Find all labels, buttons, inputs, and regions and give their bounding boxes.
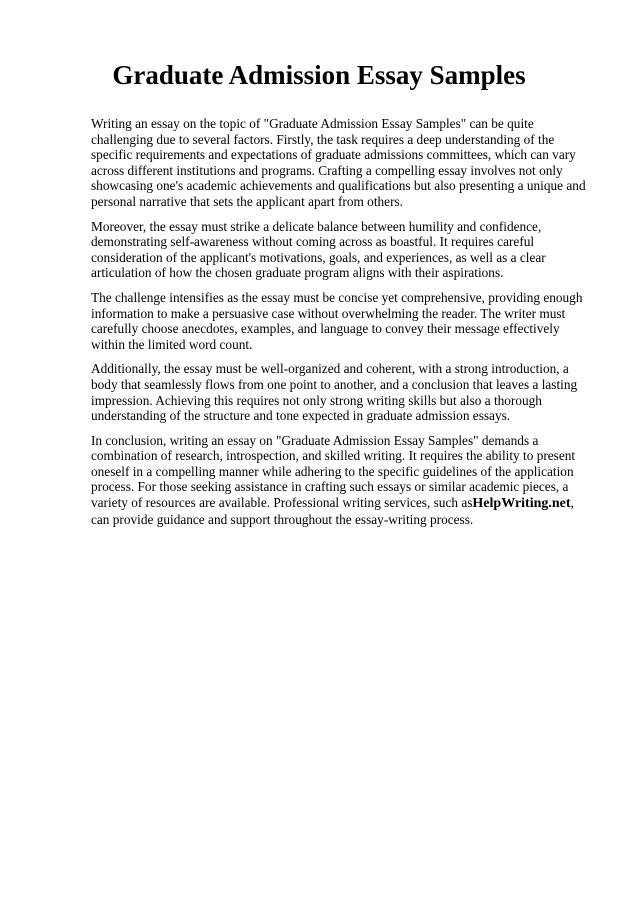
paragraph-conclusion (91, 433, 592, 528)
document-title: Graduate Admission Essay Samples (112, 60, 526, 90)
paragraph-intro: Writing an essay on the topic of "Graduate Admission Essay Samples" can be quite challenging due to several factors. Firstly, the task requires a deep understanding of the specific requirements and expectations of graduate admissions committees, which can vary across different institutions and programs. Crafting a compelling essay involves not only showcasing one's academic achievements and qualifications but also presenting a unique and personal narrative that sets the applicant apart from others. (91, 116, 586, 209)
paragraph-concise: The challenge intensifies as the essay must be concise yet comprehensive, providing enough information to make a persuasive case without overwhelming the reader. The writer must carefully choose anecdotes, examples, and language to convey their message effectively within the limited word count. (91, 289, 583, 352)
helpwriting-link[interactable]: HelpWriting.net (472, 496, 571, 512)
paragraph-organization: Additionally, the essay must be well-organized and coherent, with a strong introduction, a body that seamlessly flows from one point to another, and a conclusion that leaves a lasting impression. Achieving this requires not only strong writing skills but also a thorough understanding of the structure and tone expected in graduate admission essays. (91, 361, 578, 424)
conclusion-text-before: In conclusion, writing an essay on "Graduate Admission Essay Samples" demands a combination of research, introspection, and skilled writing. It requires the ability to present oneself in a compelling manner while adhering to the specific guidelines of the application process. For those seeking assistance in crafting such essays or similar academic pieces, a variety of resources are available. Professional writing services, such as (91, 432, 576, 511)
paragraph-balance: Moreover, the essay must strike a delicate balance between humility and confidence, demonstrating self-awareness without coming across as boastful. It requires careful consideration of the applicant's motivations, goals, and experiences, as well as a clear articulation of how the chosen graduate program aligns with their aspirations. (91, 218, 546, 281)
conclusion-text-after: , can provide guidance and support throughout the essay-writing process. (91, 495, 574, 527)
